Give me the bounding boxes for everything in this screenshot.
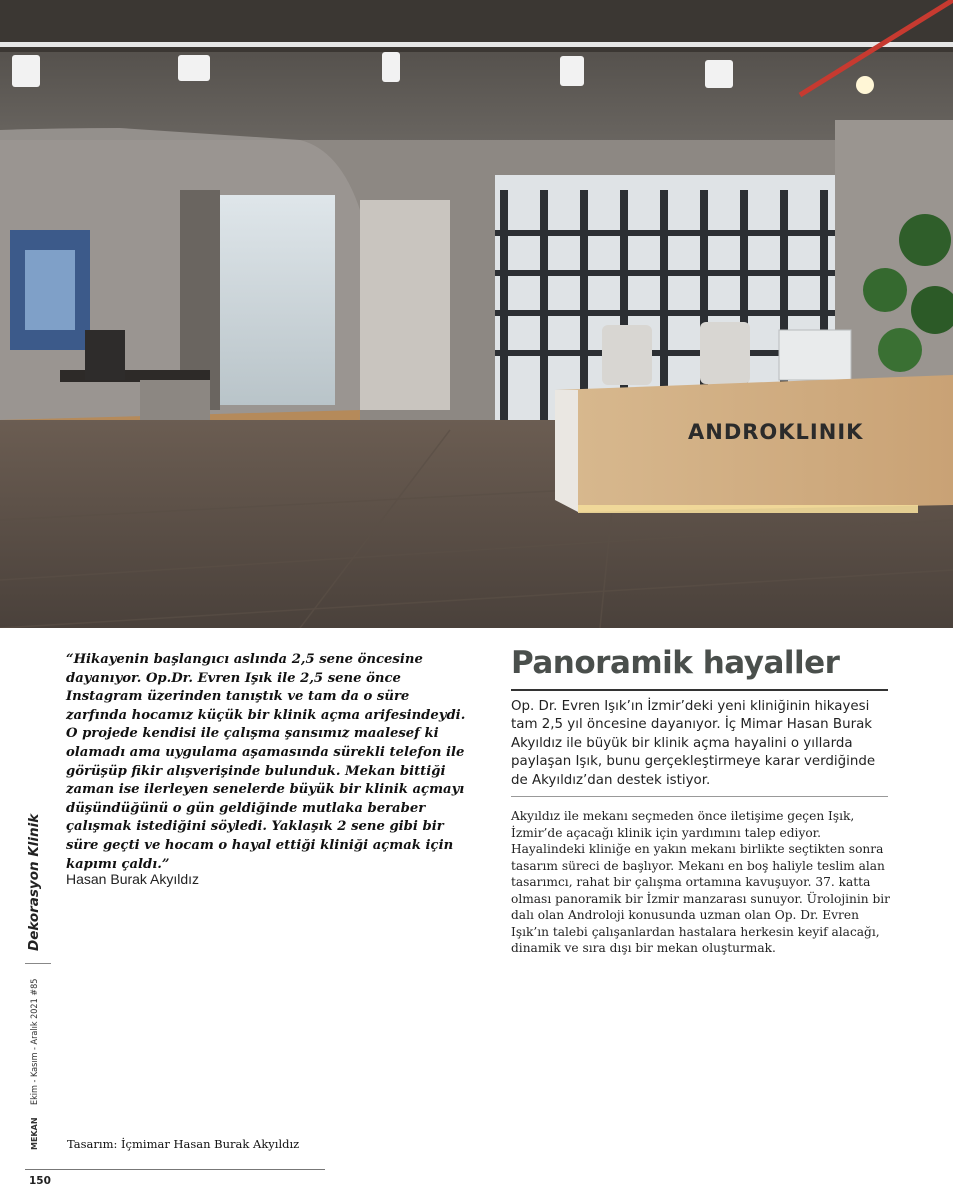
footer-divider <box>25 1169 325 1170</box>
section-label: Dekorasyon Klinik <box>26 813 42 951</box>
title-divider <box>511 689 888 691</box>
magazine-name: MEKAN <box>30 1117 39 1150</box>
sidebar-divider <box>25 963 51 964</box>
quote-author: Hasan Burak Akyıldız <box>66 871 200 887</box>
article-body: Akyıldız ile mekanı seçmeden önce iletişime geçen Işık, İzmir’de açacağı klinik için yardımını talep ediyor. Hayalindeki kliniğe en yakın mekanı birlikte seçtikten sonra tasarım süreci de başlıyor. Mekanı en boş haliyle teslim alan tasarımcı, rahat bir çalışma ortamına kavuşuyor. 37. katta olması panoramik bir İzmir manzarası sunuyor. Ürolojinin bir dalı olan Androloji konusunda uzman olan Op. Dr. Evren Işık’ın talebi çalışanlardan hastalara herkesin keyif alacağı, dinamik ve sıra dışı bir mekan oluşturmak. <box>511 809 891 955</box>
issue-label: Ekim - Kasım - Aralık 2021 #85 <box>30 978 40 1105</box>
page-number: 150 <box>29 1175 51 1187</box>
article-lead: Op. Dr. Evren Işık’ın İzmir’deki yeni kliniğinin hikayesi tam 2,5 yıl öncesine dayanıyor. İç Mimar Hasan Burak Akyıldız ile büyük bir klinik açma hayalini o yıllarda paylaşan Işık, bunu gerçekleştirmeye karar verdiğinde de Akyıldız’dan destek istiyor. <box>511 699 876 788</box>
pull-quote: “Hikayenin başlangıcı aslında 2,5 sene öncesine dayanıyor. Op.Dr. Evren Işık ile 2,5 sene önce Instagram üzerinden tanıştık ve tam da o süre zarfında hocamız küçük bir klinik açma arifesindeydi. O projede kendisi ile çalışma şansımız maalesef ki olamadı ama uygulama aşamasında sürekli telefon ile görüşüp fikir alışverişinde bulunduk. Mekan bittiği zaman ise ilerleyen senelerde büyük bir klinik açmayı düşündüğünü o gün geldiğinde mutlaka beraber çalışmak istediğini söyledi. Yaklaşık 2 sene gibi bir süre geçti ve hocam o hayal ettiği kliniği açmak için kapımı çaldı.” <box>66 652 466 872</box>
lead-divider <box>511 796 888 797</box>
article-title: Panoramik hayaller <box>511 645 840 681</box>
design-credit: Tasarım: İçmimar Hasan Burak Akyıldız <box>67 1137 300 1151</box>
clinic-logo-sign: ANDROKLINIK <box>688 420 864 444</box>
